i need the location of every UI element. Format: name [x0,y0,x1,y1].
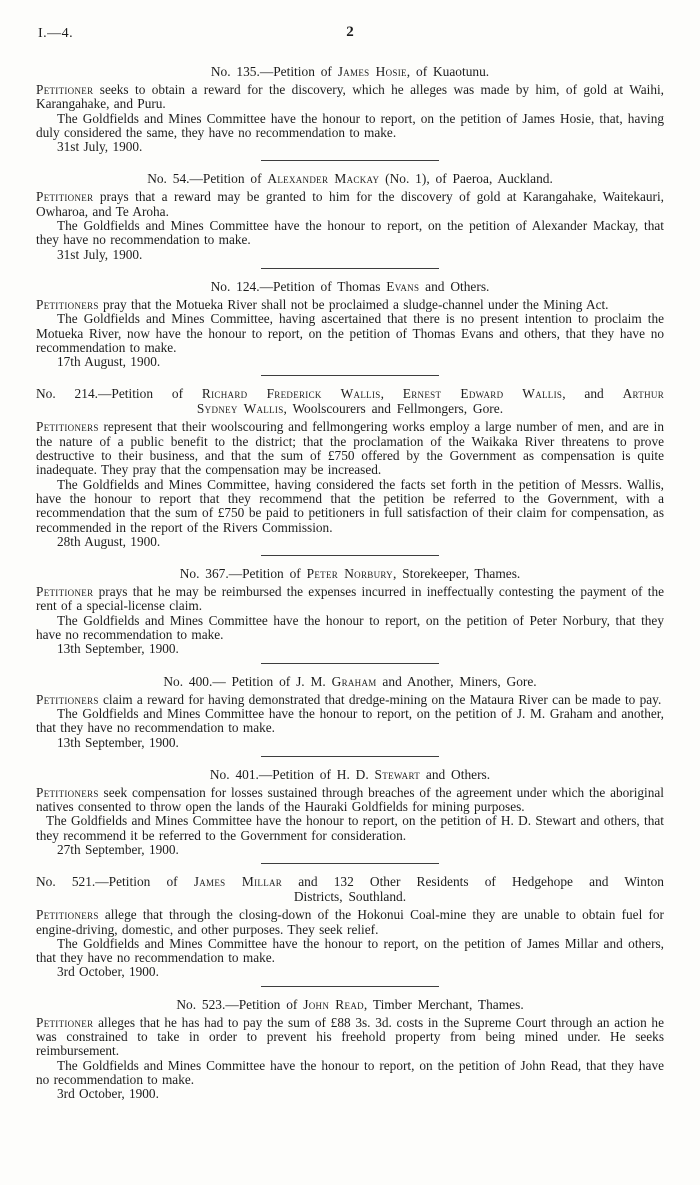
smallcaps-name: Petitioners [36,907,99,923]
date-line: 31st July, 1900. [57,139,143,155]
date-line: 31st July, 1900. [57,246,143,262]
paragraph [36,908,664,937]
heading-line [36,279,664,294]
text-run: No. 135.—Petition of [210,64,338,79]
date-line: 3rd October, 1900. [57,964,159,980]
petition-heading [36,674,664,689]
petition-heading [36,279,664,294]
section-separator [261,375,439,376]
petition-section [36,386,664,556]
petition-section [36,171,664,268]
heading-line [36,171,664,186]
text-run: pray that the Motueka River shall not be proclaimed a sludge-channel under the Mining Act. [98,296,609,312]
petition-section [36,674,664,757]
heading-line [36,674,664,689]
heading-line [36,64,664,79]
smallcaps-name: Sydney Wallis [196,401,284,417]
petition-body [36,786,664,843]
petition-section [36,997,664,1102]
petition-heading [36,874,664,904]
smallcaps-name: Evans [386,278,420,294]
petition-section [36,767,664,864]
date-line: 13th September, 1900. [57,734,179,750]
petition-body [36,908,664,965]
smallcaps-name: James Hosie [337,64,407,79]
petition-body [36,190,664,247]
paragraph [36,478,664,535]
text-run: No. 214.—Petition of [36,386,202,402]
text-run: seeks to obtain a reward for the discovery, which he alleges was made by him, of gold at Waihi, Karangahake, and Puru. [36,82,664,112]
text-run: The Goldfields and Mines Committee, having ascertained that there is no present intention to proclaim the Motueka River, now have the honour to report, on the petition of Thomas Evans and others, that they have no recommendation to make. [36,311,664,355]
petition-body [36,693,664,736]
page-number: 2 [346,24,354,40]
smallcaps-name: Petitioners [36,296,99,312]
paragraph [36,312,664,355]
paragraph [36,1059,664,1088]
text-run: No. 54.—Petition of [147,171,268,187]
section-separator [261,756,439,757]
smallcaps-name: Petitioners [36,784,99,800]
text-run: alleges that he has had to pay the sum of £88 3s. 3d. costs in the Supreme Court through an action he was constrained to take in order to prevent his freehold property from being mined under. He seeks reimbursement. [36,1014,664,1059]
text-run: The Goldfields and Mines Committee have the honour to report, on the petition of H. D. Stewart and others, that they recommend it be referred to the Government for consideration. [36,813,664,843]
section-separator [261,160,439,161]
text-run: The Goldfields and Mines Committee, having considered the facts set forth in the petition of Messrs. Wallis, have the honour to report that they recommend that the petition be referred to the Government, with a recommendation that the sum of £750 be paid to petitioners in full satisfaction of their claim for compensation, as recommended in the report of the Rivers Commission. [36,476,664,535]
petition-body [36,83,664,140]
text-run: , [380,386,403,402]
date-line: 17th August, 1900. [57,354,161,370]
date-line: 28th August, 1900. [57,533,161,549]
paragraph [36,190,664,219]
text-run: The Goldfields and Mines Committee have the honour to report, on the petition of Alexander Mackay, that they have no recommendation to make. [36,218,664,248]
text-run: and 132 Other Residents of Hedgehope and Winton [282,874,664,890]
heading-line [36,566,664,581]
petition-heading [36,171,664,186]
petition-section [36,279,664,376]
text-run: No. 521.—Petition of [36,874,194,890]
section-separator [261,986,439,987]
paragraph [36,298,664,312]
smallcaps-name: Petitioners [36,691,99,707]
smallcaps-name: James Millar [193,874,283,890]
text-run: The Goldfields and Mines Committee have the honour to report, on the petition of Peter Norbury, that they have no recommendation to make. [36,612,664,643]
smallcaps-name: Stewart [374,766,421,782]
section-separator [261,555,439,556]
paragraph [36,83,664,112]
text-run: allege that through the closing-down of the Hokonui Coal-mine they are unable to obtain fuel for engine-driving, domestic, and other purposes. They seek relief. [36,907,664,937]
smallcaps-name: Petitioner [36,82,94,97]
text-run: and Others. [419,278,490,294]
text-run: represent that their woolscouring and fellmongering works employ a large number of men, and are in the nature of a public benefit to the district; that the proclamation of the Waikaka River threatens to prove destructive to their business, and that the sum of £750 offered by the Government as compensation is quite inadequate. They pray that the compensation may be increased. [36,419,664,478]
heading-line [36,997,664,1012]
petition-heading [36,64,664,79]
petition-body [36,1016,664,1087]
section-separator [261,663,439,664]
smallcaps-name: Arthur [622,386,665,402]
petition-heading [36,997,664,1012]
heading-line [36,767,664,782]
paragraph [36,420,664,477]
sections [36,64,664,1102]
heading-line [36,889,664,904]
paragraph [36,614,664,643]
page-header [36,26,664,48]
text-run: The Goldfields and Mines Committee have the honour to report, on the petition of James Hosie, that, having duly considered the same, they have no recommendation to make. [36,110,664,140]
smallcaps-name: Alexander Mackay [267,171,380,187]
petition-body [36,585,664,642]
paragraph [36,1016,664,1059]
heading-line [36,401,664,416]
petition-body [36,420,664,534]
paragraph [36,814,664,843]
date-line: 3rd October, 1900. [57,1086,159,1102]
paragraph [36,937,664,966]
smallcaps-name: Graham [331,673,377,689]
text-run: , Storekeeper, Thames. [392,566,521,582]
heading-line [36,874,664,889]
petition-section [36,566,664,663]
petition-heading [36,767,664,782]
petition-heading [36,386,664,416]
text-run: No. 523.—Petition of [176,996,304,1012]
date-line: 27th September, 1900. [57,841,179,857]
petition-section [36,64,664,161]
text-run: claim a reward for having demonstrated that dredge-mining on the Mataura River can be made to pay. [98,691,662,707]
text-run: No. 367.—Petition of [179,566,307,582]
smallcaps-name: Richard Frederick Wallis [201,386,381,402]
heading-line [36,386,664,401]
section-separator [261,268,439,269]
text-run: and Others. [420,766,491,782]
smallcaps-name: Peter Norbury [306,566,393,582]
text-run: , Woolscourers and Fellmongers, Gore. [283,401,504,417]
text-run: The Goldfields and Mines Committee have the honour to report, on the petition of J. M. Graham and another, that they have no recommendation to make. [36,705,664,736]
petition-body [36,298,664,355]
paragraph [36,112,664,141]
text-run: , of Kuaotunu. [406,64,490,79]
text-run: No. 400.— Petition of J. M. [163,673,332,689]
text-run: , Timber Merchant, Thames. [363,996,524,1012]
section-separator [261,863,439,864]
paragraph [36,786,664,815]
paragraph [36,707,664,736]
text-run: prays that he may be reimbursed the expenses incurred in ineffectually contesting the payment of the rent of a special-license claim. [36,584,664,614]
paragraph [36,219,664,248]
text-run: Districts, Southland. [293,889,407,905]
text-run: No. 124.—Petition of Thomas [210,278,387,294]
petition-heading [36,566,664,581]
petition-section [36,874,664,986]
text-run: prays that a reward may be granted to him for the discovery of gold at Karangahake, Waitekauri, Owharoa, and Te Aroha. [36,189,664,219]
date-line: 13th September, 1900. [57,641,179,657]
text-run: , and [562,386,623,402]
smallcaps-name: Petitioner [36,584,94,600]
smallcaps-name: Petitioners [36,419,99,435]
paragraph [36,585,664,614]
text-run: The Goldfields and Mines Committee have the honour to report, on the petition of John Read, that they have no recommendation to make. [36,1057,664,1087]
smallcaps-name: John Read [303,996,364,1012]
text-run: and Another, Miners, Gore. [376,673,537,689]
text-run: No. 401.—Petition of H. D. [209,766,375,782]
paragraph [36,693,664,707]
paper-reference: I.—4. [38,26,74,41]
text-run: The Goldfields and Mines Committee have the honour to report, on the petition of James Millar and others, that they have no recommendation to make. [36,935,664,966]
text-run: (No. 1), of Paeroa, Auckland. [379,171,553,187]
smallcaps-name: Ernest Edward Wallis [402,386,563,402]
text-run: seek compensation for losses sustained through breaches of the agreement under which the aboriginal natives consented to throw open the lands of the Hauraki Goldfields for mining purposes. [36,784,664,815]
smallcaps-name: Petitioner [36,189,94,205]
smallcaps-name: Petitioner [36,1014,94,1030]
